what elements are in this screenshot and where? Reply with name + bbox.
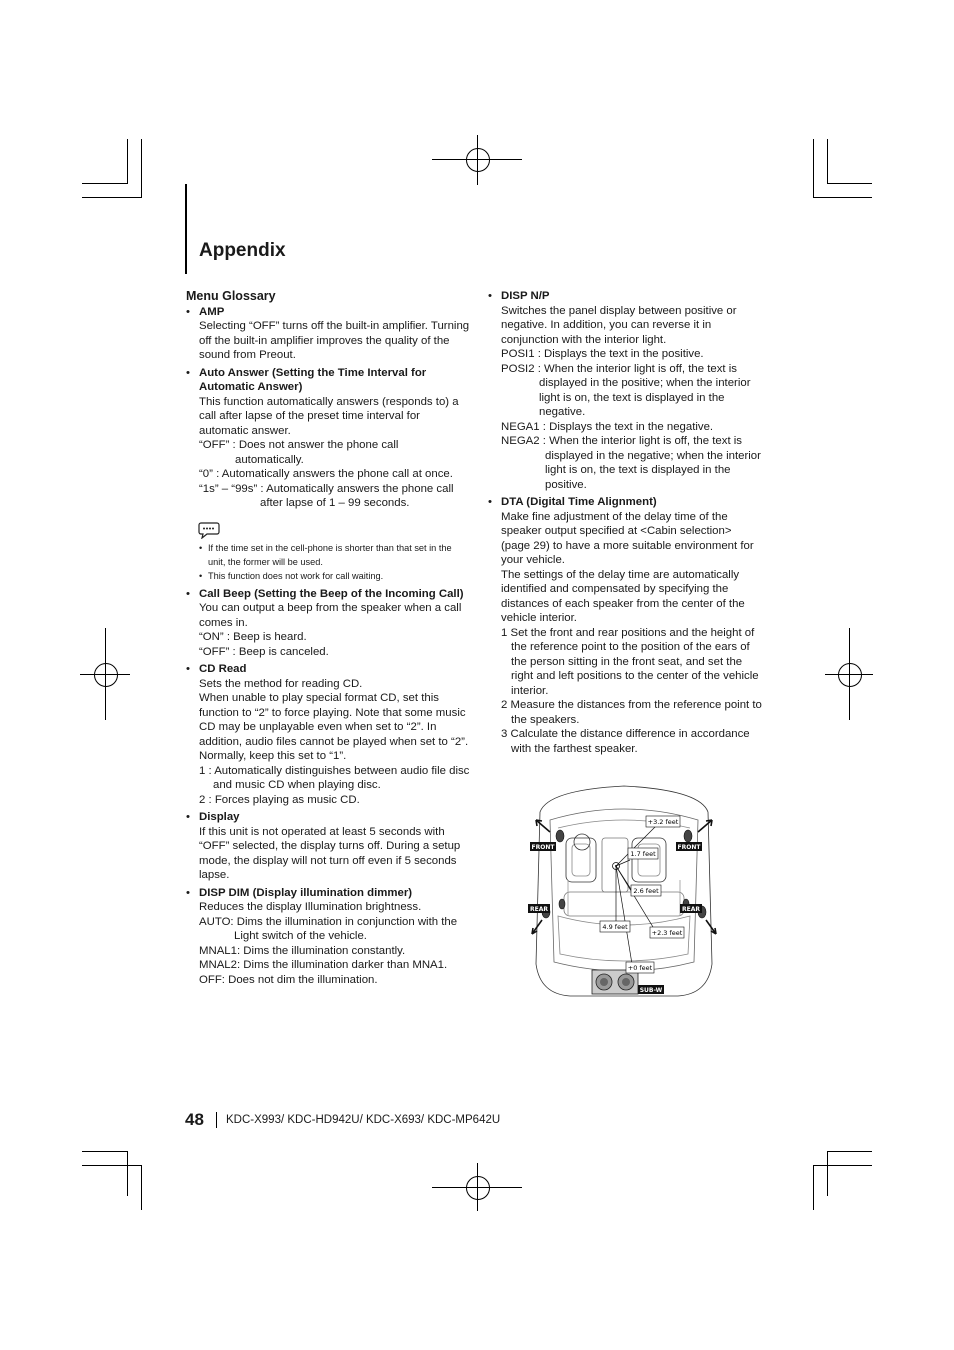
car-interior — [536, 786, 712, 996]
option-posi1: POSI1 : Displays the text in the positive. — [501, 348, 704, 360]
option-on: “ON” : Beep is heard. — [199, 631, 307, 643]
bullet: • — [186, 663, 190, 675]
option-mnal2: MNAL2: Dims the illumination darker than MNA1. — [199, 959, 448, 971]
term-description: Sets the method for reading CD. — [199, 677, 363, 690]
note-item: • If the time set in the cell-phone is shorter than that set in the unit, the former will be used. — [199, 542, 452, 567]
step-2: 2 Measure the distances from the reference point to the speakers. — [501, 699, 762, 726]
label-front-left: FRONT — [531, 844, 555, 851]
step-1: 1 Set the front and rear positions and the height of the reference point to the position of the ears of the person sitting in the front seat, and set the right and left positions to the center of the vehicle interior. — [501, 626, 759, 697]
bullet: • — [186, 305, 190, 318]
registration-mark — [432, 135, 522, 185]
bullet: • — [488, 496, 492, 508]
glossary-item-dta — [488, 495, 763, 756]
term-description: If this unit is not operated at least 5 seconds with “OFF” selected, the display turns off. During a setup mode, the display will not turn off even if 5 seconds lapse. — [199, 825, 461, 881]
term-description: Switches the panel display between positive or negative. In addition, you can reverse it in conjunction with the interior light. — [501, 304, 737, 346]
distance-label: 4.9 feet — [602, 923, 628, 931]
option-auto: AUTO: Dims the illumination in conjunction with the Light switch of the vehicle. — [199, 915, 458, 942]
glossary-item-call-beep — [186, 587, 470, 660]
distance-label: 1.7 feet — [630, 850, 656, 858]
term-description: The settings of the delay time are automatically identified and compensated by specifying the distances of each speaker from the center of the vehicle interior. — [501, 568, 745, 624]
glossary-item-disp-np — [488, 289, 763, 492]
crop-mark — [813, 1165, 814, 1210]
term-auto-answer: Auto Answer (Setting the Time Interval for Automatic Answer) — [199, 366, 427, 393]
note-text: If the time set in the cell-phone is shorter than that set in the unit, the former will be used. — [208, 542, 452, 567]
note-icon — [198, 521, 220, 539]
term-description: You can output a beep from the speaker when a call comes in. — [199, 602, 462, 629]
term-disp-np: DISP N/P — [501, 290, 550, 302]
term-dta: DTA (Digital Time Alignment) — [501, 496, 657, 508]
distance-label: +0 feet — [627, 964, 653, 972]
glossary-item-amp — [186, 305, 470, 363]
title-bar — [185, 184, 187, 274]
term-description: Make fine adjustment of the delay time of the speaker output specified at <Cabin selection> (page 29) to have a more suitable environment for your vehicle. — [501, 510, 754, 566]
page-title: Appendix — [199, 240, 286, 261]
crop-mark — [828, 183, 872, 184]
registration-mark — [825, 628, 873, 720]
crop-mark — [82, 1165, 142, 1166]
term-description: Reduces the display Illumination brightness. — [199, 901, 422, 913]
note-item: • This function does not work for call waiting. — [199, 570, 384, 581]
crop-mark — [82, 1151, 127, 1152]
term-amp: AMP — [199, 305, 225, 318]
option-mnal1: MNAL1: Dims the illumination constantly. — [199, 944, 406, 957]
crop-mark — [827, 1151, 828, 1196]
crop-mark — [813, 139, 814, 197]
bullet: • — [488, 290, 492, 302]
crop-mark — [141, 1165, 142, 1210]
crop-mark — [141, 139, 142, 197]
option-2: 2 : Forces playing as music CD. — [199, 793, 360, 806]
distance-label: +2.3 feet — [651, 929, 683, 937]
section-heading: Menu Glossary — [186, 289, 276, 303]
term-cd-read: CD Read — [199, 663, 247, 675]
crop-mark — [127, 139, 128, 184]
label-rear-right: REAR — [682, 906, 700, 913]
crop-mark — [82, 197, 142, 198]
registration-mark — [80, 628, 130, 720]
term-description: This function automatically answers (responds to) a call after lapse of the preset time interval for automatic answer. — [199, 395, 459, 437]
crop-mark — [813, 197, 872, 198]
term-call-beep: Call Beep (Setting the Beep of the Incoming Call) — [199, 587, 464, 600]
glossary-item-display — [186, 810, 470, 883]
option-zero: “0” : Automatically answers the phone call at once. — [199, 468, 453, 480]
term-description: When unable to play special format CD, set this function to “2” to force playing. Note that some music CD may be unplayable even when set to “2”. In addition, audio files cannot be played when set to “2”. Normally, keep this set to “1”. — [199, 692, 469, 762]
option-off: “OFF” : Does not answer the phone call automatically. — [199, 439, 399, 466]
note-text: This function does not work for call waiting. — [208, 570, 384, 581]
crop-mark — [82, 183, 127, 184]
bullet: • — [186, 587, 190, 600]
label-front-right: FRONT — [677, 844, 701, 851]
speaker-distance-diagram — [528, 784, 720, 998]
term-description: Selecting “OFF” turns off the built-in amplifier. Turning off the built-in amplifier improves the quality of the sound from Preout. — [199, 320, 470, 361]
option-nega1: NEGA1 : Displays the text in the negative. — [501, 420, 714, 433]
bullet: • — [186, 886, 190, 899]
step-3: 3 Calculate the distance difference in accordance with the farthest speaker. — [501, 728, 750, 755]
distance-label: +3.2 feet — [647, 818, 679, 826]
bullet: • — [186, 366, 190, 379]
crop-mark — [828, 1151, 872, 1152]
bullet: • — [186, 811, 190, 823]
subwoofer-box — [592, 970, 638, 994]
footer-divider — [216, 1112, 217, 1128]
label-rear-left: REAR — [530, 906, 548, 913]
option-posi2: POSI2 : When the interior light is off, the text is displayed in the positive; when the interior light is on, the text is displayed in the negative. — [501, 362, 751, 418]
left-column — [186, 289, 470, 990]
page-number: 48 — [185, 1110, 204, 1129]
option-off: “OFF” : Beep is canceled. — [199, 645, 329, 658]
distance-label: 2.6 feet — [633, 887, 659, 895]
option-range: “1s” – “99s” : Automatically answers the phone call after lapse of 1 – 99 seconds. — [199, 482, 454, 509]
term-display: Display — [199, 811, 240, 823]
term-disp-dim: DISP DIM (Display illumination dimmer) — [199, 886, 413, 899]
option-nega2: NEGA2 : When the interior light is off, the text is displayed in the negative; when the interior light is on, the text is displayed in the positive. — [501, 435, 761, 491]
right-column — [488, 289, 763, 759]
model-list: KDC-X993/ KDC-HD942U/ KDC-X693/ KDC-MP642U — [226, 1114, 501, 1126]
option-off: OFF: Does not dim the illumination. — [199, 973, 378, 986]
crop-mark — [827, 139, 828, 184]
option-1: 1 : Automatically distinguishes between audio file disc and music CD when playing disc. — [199, 764, 470, 791]
glossary-item-auto-answer — [186, 366, 470, 511]
label-subwoofer: SUB-W — [639, 987, 663, 994]
registration-mark — [432, 1163, 522, 1211]
crop-mark — [813, 1165, 872, 1166]
crop-mark — [127, 1151, 128, 1196]
glossary-item-disp-dim — [186, 886, 470, 988]
glossary-item-cd-read — [186, 662, 470, 807]
